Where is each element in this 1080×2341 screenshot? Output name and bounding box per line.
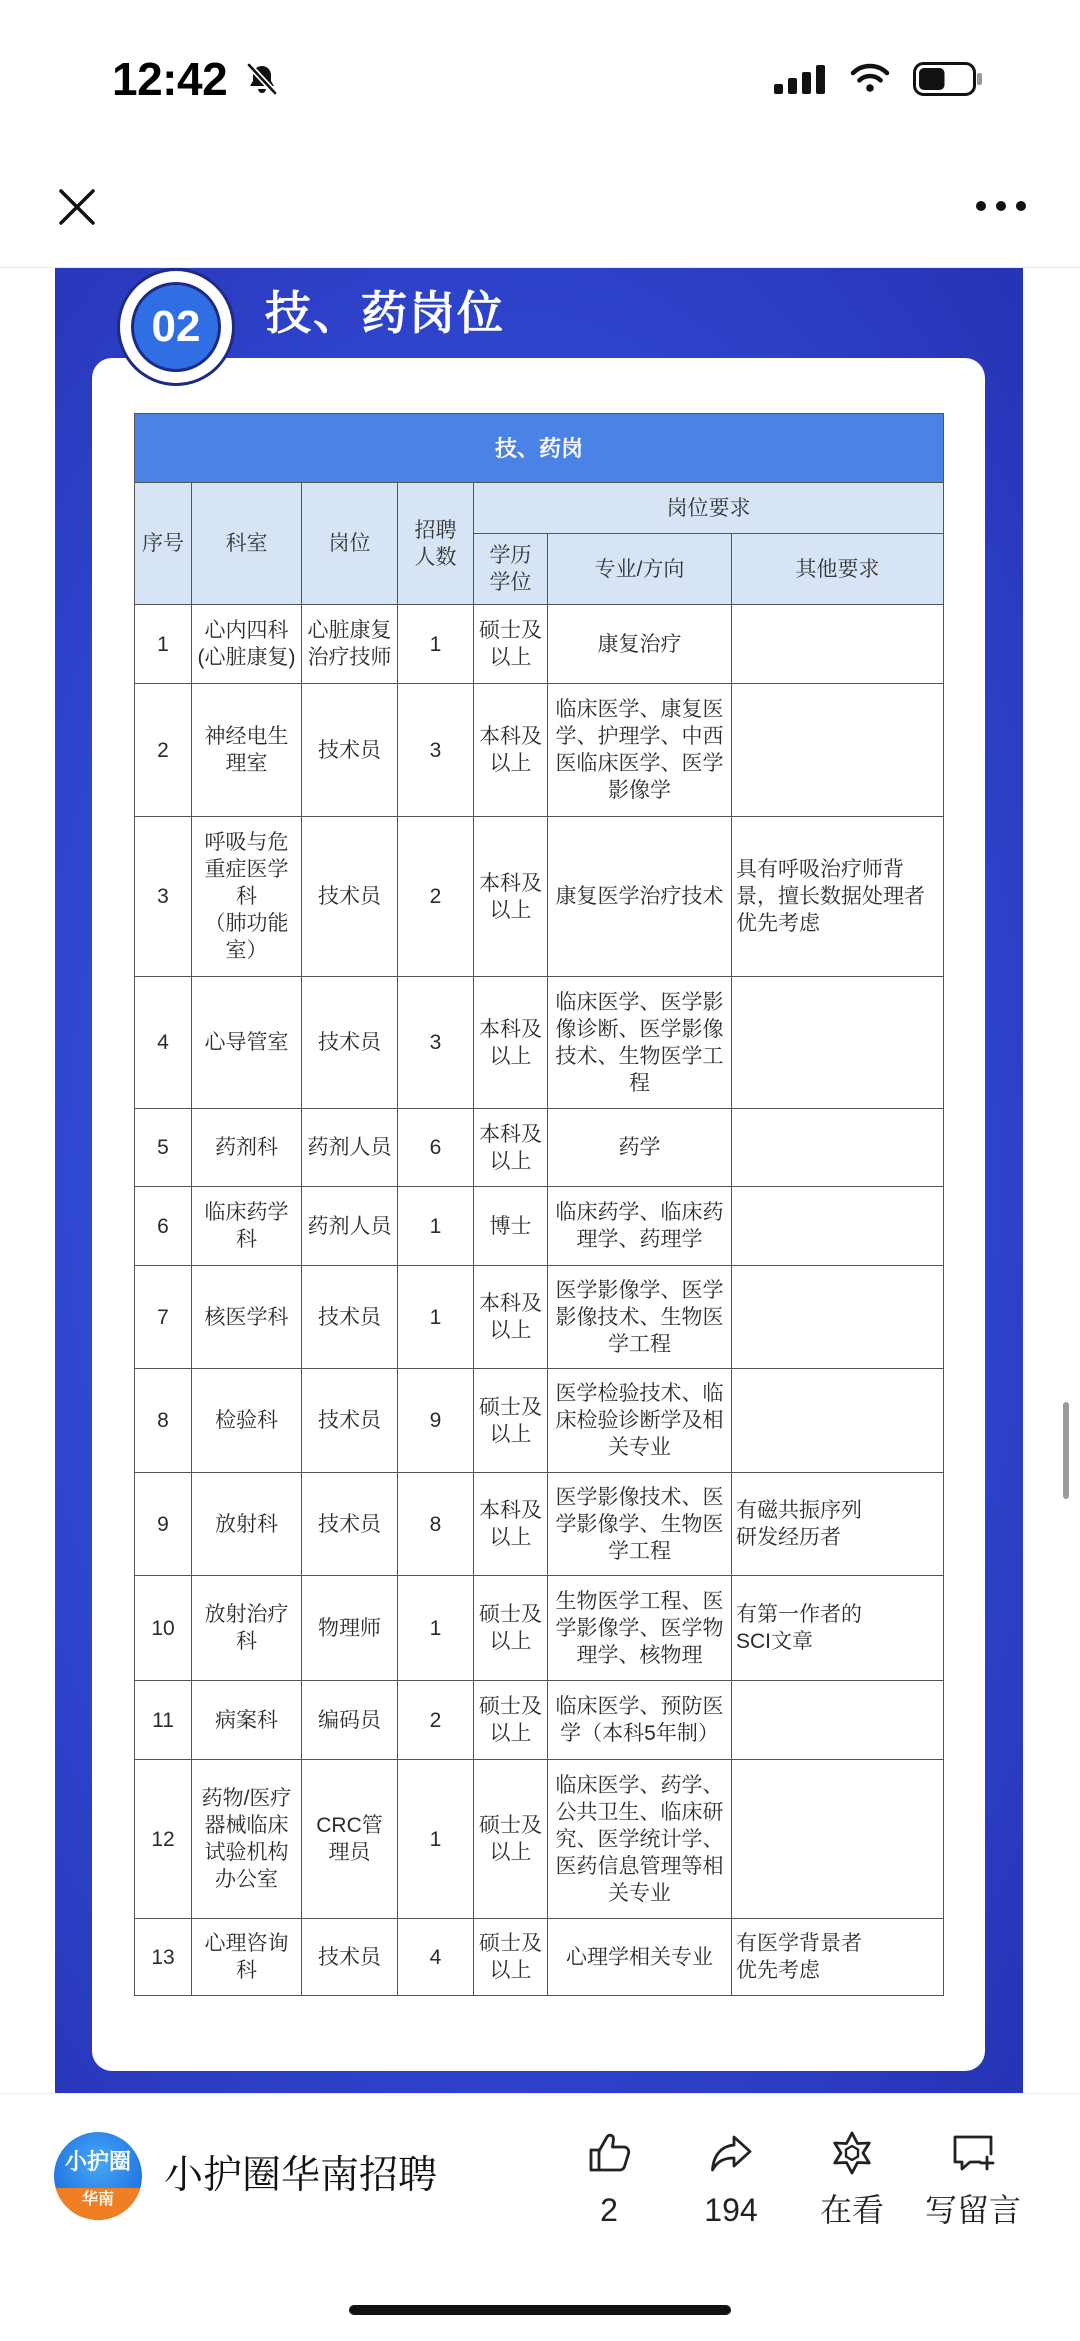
cell-other: 有磁共振序列 研发经历者 bbox=[732, 1473, 944, 1576]
cell-position: 技术员 bbox=[302, 1919, 398, 1996]
cell-department: 核医学科 bbox=[192, 1266, 302, 1369]
cell-major: 医学影像技术、医学影像学、生物医学工程 bbox=[548, 1473, 732, 1576]
cell-count: 4 bbox=[398, 1919, 474, 1996]
table-row bbox=[135, 977, 944, 1109]
table-title-row bbox=[135, 414, 944, 483]
like-button[interactable] bbox=[549, 2129, 669, 2239]
cell-position: 技术员 bbox=[302, 817, 398, 977]
comment-button[interactable] bbox=[913, 2129, 1033, 2239]
cell-department: 病案科 bbox=[192, 1681, 302, 1760]
share-count: 194 bbox=[704, 2192, 758, 2228]
cell-department: 临床药学科 bbox=[192, 1187, 302, 1266]
cell-count: 3 bbox=[398, 684, 474, 817]
wifi-icon bbox=[848, 60, 892, 94]
cell-position: 药剂人员 bbox=[302, 1187, 398, 1266]
cell-position: 物理师 bbox=[302, 1576, 398, 1681]
cell-other bbox=[732, 605, 944, 684]
cell-department: 放射治疗科 bbox=[192, 1576, 302, 1681]
table-title: 技、药岗 bbox=[135, 414, 944, 483]
close-icon[interactable] bbox=[55, 185, 99, 229]
cell-department: 心导管室 bbox=[192, 977, 302, 1109]
cell-index: 11 bbox=[135, 1681, 192, 1760]
cell-other bbox=[732, 1187, 944, 1266]
more-icon[interactable] bbox=[975, 199, 1027, 213]
cell-count: 1 bbox=[398, 1266, 474, 1369]
cell-index: 7 bbox=[135, 1266, 192, 1369]
header-department: 科室 bbox=[192, 483, 302, 605]
cell-count: 1 bbox=[398, 1576, 474, 1681]
status-time: 12:42 bbox=[112, 53, 228, 105]
cell-major: 心理学相关专业 bbox=[548, 1919, 732, 1996]
comment-icon bbox=[949, 2129, 997, 2177]
cell-department: 神经电生理室 bbox=[192, 684, 302, 817]
header-position: 岗位 bbox=[302, 483, 398, 605]
cell-index: 3 bbox=[135, 817, 192, 977]
cell-count: 8 bbox=[398, 1473, 474, 1576]
cell-count: 9 bbox=[398, 1369, 474, 1473]
avatar-logo-region: 华南 bbox=[54, 2188, 142, 2220]
cell-degree: 本科及以上 bbox=[474, 684, 548, 817]
cell-degree: 硕士及以上 bbox=[474, 1919, 548, 1996]
cell-count: 1 bbox=[398, 1187, 474, 1266]
battery-icon bbox=[913, 62, 985, 96]
cell-major: 药学 bbox=[548, 1109, 732, 1187]
wow-icon bbox=[828, 2129, 876, 2177]
table-row bbox=[135, 1576, 944, 1681]
table-row bbox=[135, 1919, 944, 1996]
cell-department: 心内四科(心脏康复) bbox=[192, 605, 302, 684]
cell-count: 1 bbox=[398, 1760, 474, 1919]
cell-major: 医学检验技术、临床检验诊断学及相关专业 bbox=[548, 1369, 732, 1473]
like-count: 2 bbox=[600, 2192, 618, 2228]
cell-department: 心理咨询科 bbox=[192, 1919, 302, 1996]
table-row bbox=[135, 1109, 944, 1187]
scrollbar[interactable] bbox=[1063, 1402, 1069, 1499]
cell-count: 2 bbox=[398, 817, 474, 977]
home-indicator[interactable] bbox=[349, 2305, 731, 2315]
cell-index: 13 bbox=[135, 1919, 192, 1996]
header-count: 招聘人数 bbox=[398, 483, 474, 605]
section-title: 技、药岗位 bbox=[265, 287, 505, 339]
jobs-table bbox=[134, 413, 944, 1996]
share-button[interactable] bbox=[671, 2129, 791, 2239]
cell-major: 临床医学、康复医学、护理学、中西医临床医学、医学影像学 bbox=[548, 684, 732, 817]
cell-other bbox=[732, 1266, 944, 1369]
signal-icon bbox=[774, 64, 826, 94]
cell-position: 技术员 bbox=[302, 684, 398, 817]
cell-degree: 本科及以上 bbox=[474, 1266, 548, 1369]
cell-department: 呼吸与危重症医学科 （肺功能室） bbox=[192, 817, 302, 977]
cell-degree: 硕士及以上 bbox=[474, 1760, 548, 1919]
cell-other bbox=[732, 1760, 944, 1919]
cell-degree: 硕士及以上 bbox=[474, 1369, 548, 1473]
cell-other: 有医学背景者 优先考虑 bbox=[732, 1919, 944, 1996]
cell-major: 生物医学工程、医学影像学、医学物理学、核物理 bbox=[548, 1576, 732, 1681]
cell-degree: 本科及以上 bbox=[474, 817, 548, 977]
cell-position: CRC管理员 bbox=[302, 1760, 398, 1919]
header-requirements: 岗位要求 bbox=[474, 483, 944, 534]
cell-index: 2 bbox=[135, 684, 192, 817]
avatar-logo-text: 小护圈 bbox=[64, 2149, 131, 2174]
cell-position: 药剂人员 bbox=[302, 1109, 398, 1187]
cell-major: 医学影像学、医学影像技术、生物医学工程 bbox=[548, 1266, 732, 1369]
cell-count: 6 bbox=[398, 1109, 474, 1187]
cell-major: 康复医学治疗技术 bbox=[548, 817, 732, 977]
header-degree: 学历学位 bbox=[474, 534, 548, 605]
cell-count: 1 bbox=[398, 605, 474, 684]
table-row bbox=[135, 1369, 944, 1473]
cell-index: 5 bbox=[135, 1109, 192, 1187]
cell-degree: 本科及以上 bbox=[474, 977, 548, 1109]
header-index: 序号 bbox=[135, 483, 192, 605]
cell-degree: 硕士及以上 bbox=[474, 1576, 548, 1681]
table-row bbox=[135, 1266, 944, 1369]
cell-degree: 本科及以上 bbox=[474, 1473, 548, 1576]
table-body bbox=[135, 605, 944, 1996]
cell-index: 9 bbox=[135, 1473, 192, 1576]
cell-count: 3 bbox=[398, 977, 474, 1109]
account-name[interactable]: 小护圈华南招聘 bbox=[164, 2154, 438, 2197]
cell-department: 药物/医疗器械临床试验机构办公室 bbox=[192, 1760, 302, 1919]
cell-position: 技术员 bbox=[302, 977, 398, 1109]
cell-department: 药剂科 bbox=[192, 1109, 302, 1187]
cell-other bbox=[732, 1109, 944, 1187]
table-row bbox=[135, 1187, 944, 1266]
cell-major: 临床医学、药学、公共卫生、临床研究、医学统计学、医药信息管理等相关专业 bbox=[548, 1760, 732, 1919]
cell-position: 编码员 bbox=[302, 1681, 398, 1760]
cell-other bbox=[732, 977, 944, 1109]
wow-label: 在看 bbox=[819, 2192, 884, 2228]
bell-slash-icon bbox=[244, 61, 280, 97]
cell-degree: 硕士及以上 bbox=[474, 605, 548, 684]
bottom-bar bbox=[0, 2093, 1080, 2341]
cell-major: 临床医学、预防医学（本科5年制） bbox=[548, 1681, 732, 1760]
header-other: 其他要求 bbox=[732, 534, 944, 605]
cell-position: 技术员 bbox=[302, 1266, 398, 1369]
cell-index: 12 bbox=[135, 1760, 192, 1919]
cell-other bbox=[732, 684, 944, 817]
table-header-row bbox=[135, 483, 944, 534]
cell-department: 检验科 bbox=[192, 1369, 302, 1473]
cell-degree: 本科及以上 bbox=[474, 1109, 548, 1187]
cell-index: 4 bbox=[135, 977, 192, 1109]
cell-other bbox=[732, 1369, 944, 1473]
header-major: 专业/方向 bbox=[548, 534, 732, 605]
cell-major: 临床医学、医学影像诊断、医学影像技术、生物医学工程 bbox=[548, 977, 732, 1109]
cell-index: 6 bbox=[135, 1187, 192, 1266]
table-row bbox=[135, 817, 944, 977]
avatar[interactable] bbox=[54, 2132, 142, 2220]
thumbs-up-icon bbox=[585, 2129, 633, 2177]
table-row bbox=[135, 684, 944, 817]
cell-degree: 硕士及以上 bbox=[474, 1681, 548, 1760]
section-number-badge: 02 bbox=[131, 282, 221, 372]
cell-index: 10 bbox=[135, 1576, 192, 1681]
cell-major: 康复治疗 bbox=[548, 605, 732, 684]
cell-other: 有第一作者的 SCI文章 bbox=[732, 1576, 944, 1681]
cell-position: 技术员 bbox=[302, 1473, 398, 1576]
table-row bbox=[135, 1473, 944, 1576]
cell-degree: 博士 bbox=[474, 1187, 548, 1266]
cell-count: 2 bbox=[398, 1681, 474, 1760]
share-icon bbox=[707, 2129, 755, 2177]
table-row bbox=[135, 605, 944, 684]
comment-label: 写留言 bbox=[924, 2192, 1021, 2228]
table-row bbox=[135, 1760, 944, 1919]
cell-index: 8 bbox=[135, 1369, 192, 1473]
cell-position: 心脏康复治疗技师 bbox=[302, 605, 398, 684]
cell-major: 临床药学、临床药理学、药理学 bbox=[548, 1187, 732, 1266]
cell-position: 技术员 bbox=[302, 1369, 398, 1473]
wow-button[interactable] bbox=[792, 2129, 912, 2239]
table-row bbox=[135, 1681, 944, 1760]
cell-other: 具有呼吸治疗师背景，擅长数据处理者优先考虑 bbox=[732, 817, 944, 977]
table-card bbox=[92, 358, 985, 2071]
cell-index: 1 bbox=[135, 605, 192, 684]
cell-department: 放射科 bbox=[192, 1473, 302, 1576]
cell-other bbox=[732, 1681, 944, 1760]
